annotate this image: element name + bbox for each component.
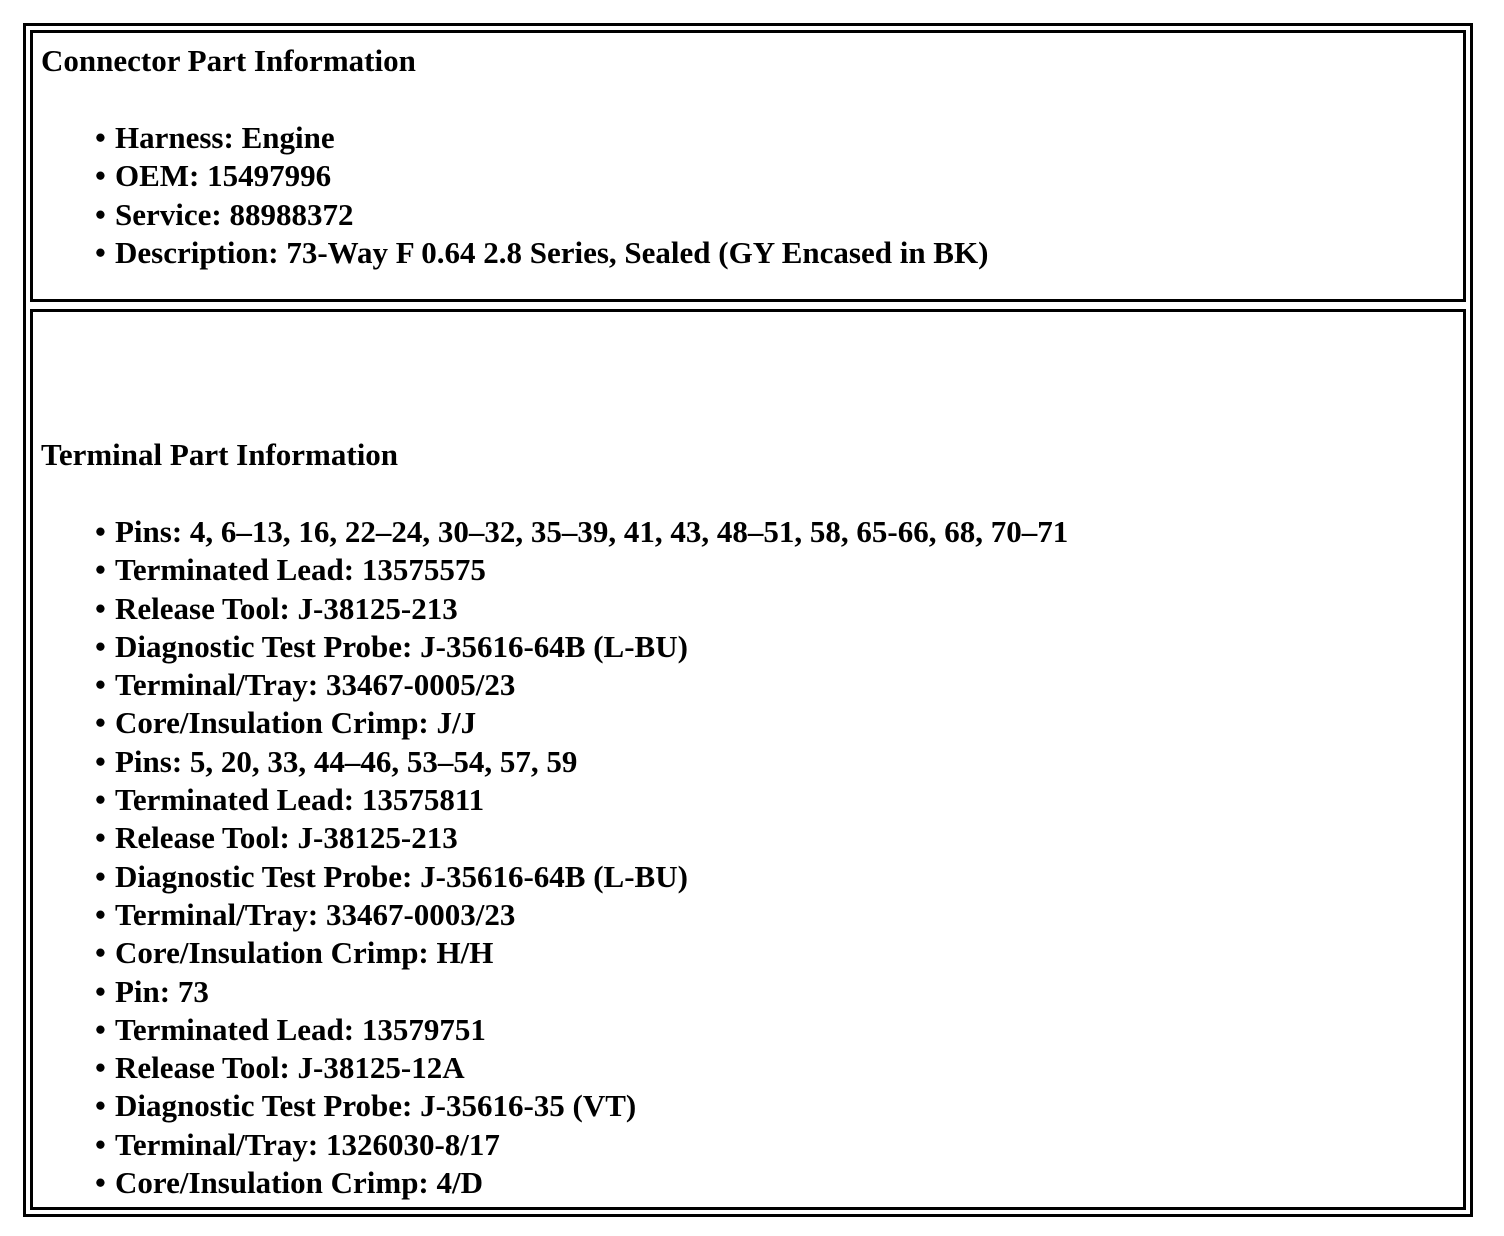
terminal-item-text: Terminated Lead: 13579751 xyxy=(115,1011,486,1047)
terminal-item-text: Release Tool: J-38125-213 xyxy=(115,820,458,856)
terminal-item-text: Terminal/Tray: 1326030-8/17 xyxy=(115,1126,500,1162)
list-item xyxy=(95,934,1068,972)
connector-item-text: Service: 88988372 xyxy=(115,196,354,232)
bullet-icon: • xyxy=(95,935,106,971)
list-item xyxy=(95,819,1068,857)
list-item xyxy=(95,119,988,157)
list-item xyxy=(95,1011,1068,1049)
terminal-item-text: Diagnostic Test Probe: J-35616-64B (L-BU) xyxy=(115,628,688,664)
part-info-table xyxy=(23,23,1473,1217)
bullet-icon: • xyxy=(95,705,106,741)
bullet-icon: • xyxy=(95,973,106,1009)
list-item xyxy=(95,513,1068,551)
list-item xyxy=(95,704,1068,742)
bullet-icon: • xyxy=(95,858,106,894)
bullet-icon: • xyxy=(95,820,106,856)
bullet-icon: • xyxy=(95,196,106,232)
list-item xyxy=(95,234,988,272)
list-item xyxy=(95,896,1068,934)
connector-item-text: OEM: 15497996 xyxy=(115,158,332,194)
bullet-icon: • xyxy=(95,896,106,932)
bullet-icon: • xyxy=(95,667,106,703)
connector-heading: Connector Part Information xyxy=(41,43,416,78)
terminal-item-text: Terminal/Tray: 33467-0005/23 xyxy=(115,667,516,703)
list-item xyxy=(95,1049,1068,1087)
list-item xyxy=(95,781,1068,819)
terminal-item-text: Core/Insulation Crimp: H/H xyxy=(115,935,494,971)
list-item xyxy=(95,157,988,195)
bullet-icon: • xyxy=(95,234,106,270)
terminal-info-list xyxy=(95,513,1068,1202)
terminal-item-text: Diagnostic Test Probe: J-35616-35 (VT) xyxy=(115,1088,637,1124)
terminal-item-text: Pins: 4, 6–13, 16, 22–24, 30–32, 35–39, 41, 43, 48–51, 58, 65-66, 68, 70–71 xyxy=(115,514,1069,549)
terminal-item-text: Pin: 73 xyxy=(115,973,209,1009)
bullet-icon: • xyxy=(95,590,106,626)
connector-info-cell xyxy=(30,30,1466,302)
list-item xyxy=(95,1126,1068,1164)
list-item xyxy=(95,666,1068,704)
terminal-heading: Terminal Part Information xyxy=(41,437,399,472)
bullet-icon: • xyxy=(95,628,106,664)
terminal-item-text: Diagnostic Test Probe: J-35616-64B (L-BU) xyxy=(115,858,688,894)
terminal-item-text: Terminal/Tray: 33467-0003/23 xyxy=(115,896,516,932)
bullet-icon: • xyxy=(95,1088,106,1124)
bullet-icon: • xyxy=(95,1050,106,1086)
connector-item-text: Harness: Engine xyxy=(115,120,335,155)
terminal-item-text: Terminated Lead: 13575575 xyxy=(115,552,486,588)
list-item xyxy=(95,1087,1068,1125)
list-item xyxy=(95,1164,1068,1202)
bullet-icon: • xyxy=(95,552,106,588)
terminal-item-text: Release Tool: J-38125-213 xyxy=(115,590,458,626)
terminal-item-text: Core/Insulation Crimp: 4/D xyxy=(115,1165,484,1201)
terminal-item-text: Core/Insulation Crimp: J/J xyxy=(115,705,477,741)
bullet-icon: • xyxy=(95,1011,106,1047)
bullet-icon: • xyxy=(95,120,106,155)
terminal-item-text: Terminated Lead: 13575811 xyxy=(115,782,485,818)
bullet-icon: • xyxy=(95,514,106,549)
list-item xyxy=(95,858,1068,896)
bullet-icon: • xyxy=(95,782,106,818)
connector-item-text: Description: 73-Way F 0.64 2.8 Series, Sealed (GY Encased in BK) xyxy=(115,234,989,270)
terminal-item-text: Pins: 5, 20, 33, 44–46, 53–54, 57, 59 xyxy=(115,743,578,779)
bullet-icon: • xyxy=(95,743,106,779)
list-item xyxy=(95,628,1068,666)
terminal-info-cell xyxy=(30,309,1466,1210)
bullet-icon: • xyxy=(95,1126,106,1162)
list-item xyxy=(95,743,1068,781)
terminal-item-text: Release Tool: J-38125-12A xyxy=(115,1050,465,1086)
list-item xyxy=(95,196,988,234)
list-item xyxy=(95,590,1068,628)
connector-info-list xyxy=(95,119,988,272)
bullet-icon: • xyxy=(95,158,106,194)
bullet-icon: • xyxy=(95,1165,106,1201)
list-item xyxy=(95,973,1068,1011)
list-item xyxy=(95,551,1068,589)
